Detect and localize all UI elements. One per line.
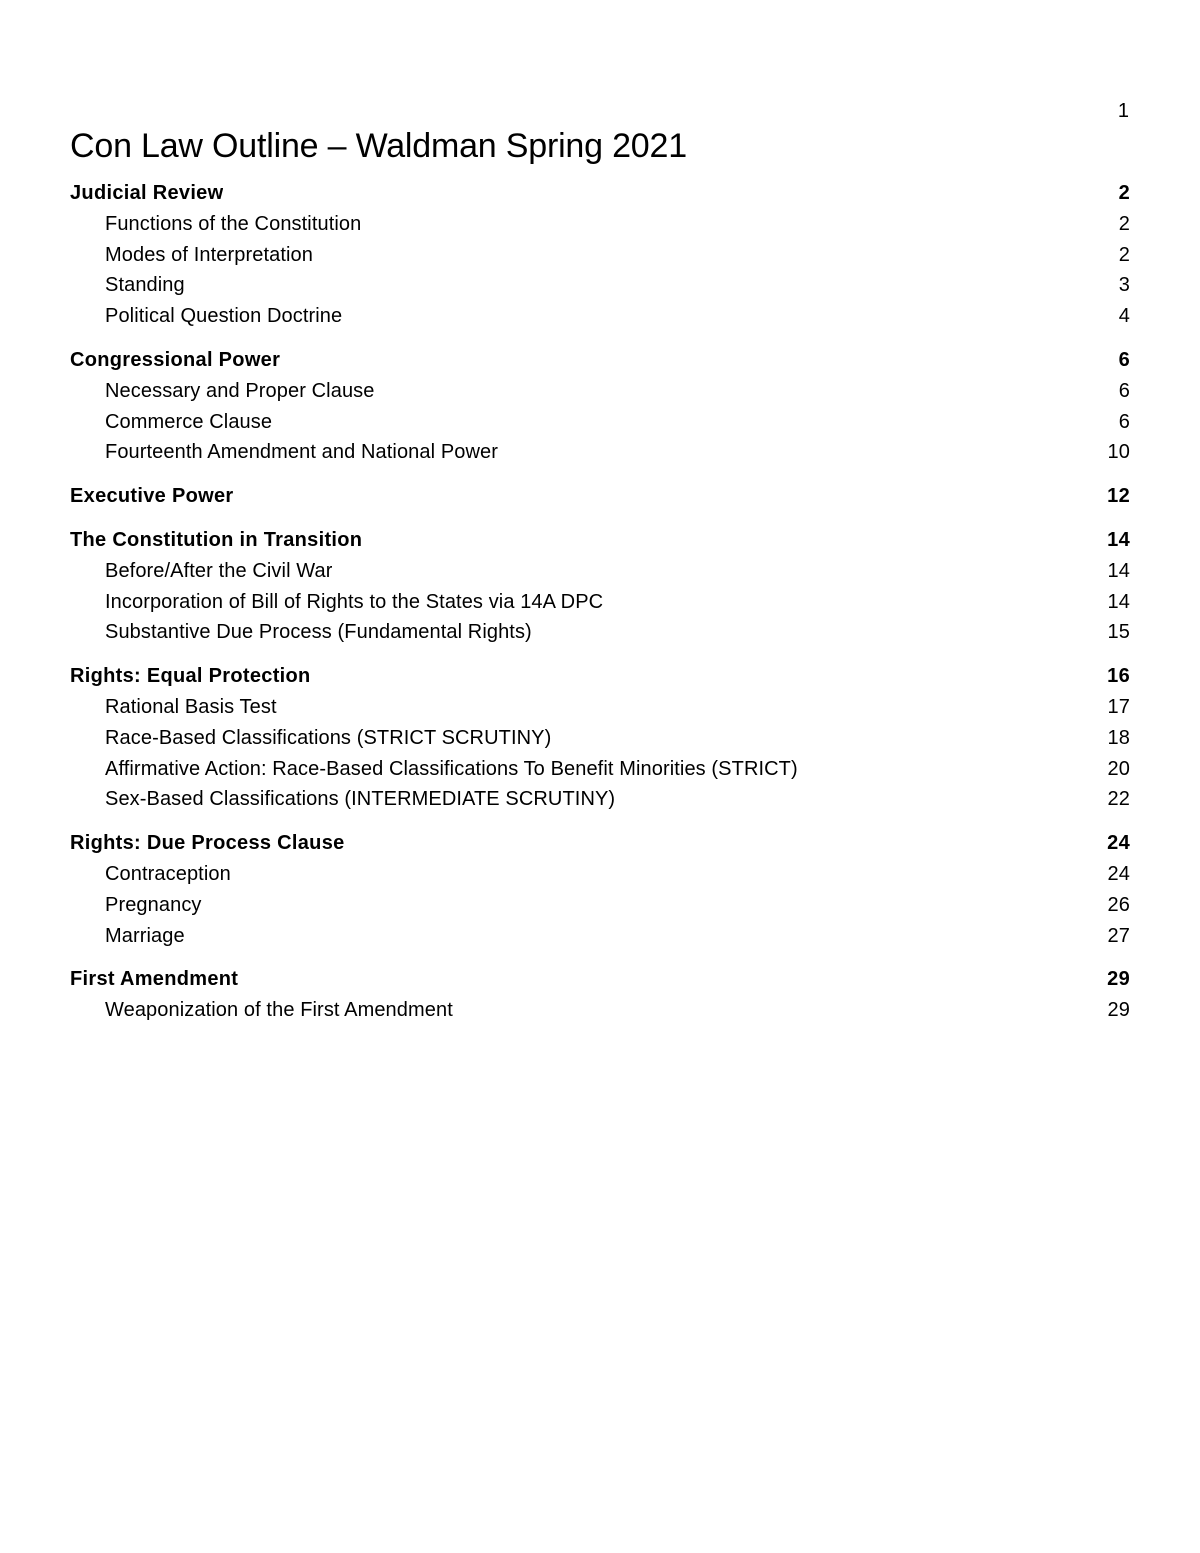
toc-heading-link[interactable] — [70, 345, 1130, 376]
toc-entry-link[interactable] — [70, 301, 1130, 332]
toc-heading-link[interactable] — [70, 178, 1130, 209]
toc-entry-link[interactable] — [70, 921, 1130, 952]
toc-entry-label: Substantive Due Process (Fundamental Rights) — [105, 621, 532, 644]
toc-entry-label: Necessary and Proper Clause — [105, 379, 375, 402]
toc-entry-label: Weaponization of the First Amendment — [105, 999, 453, 1022]
toc-entry-link[interactable] — [70, 587, 1130, 618]
toc-entry-page-number: 27 — [1107, 924, 1130, 947]
toc-heading-label: First Amendment — [70, 968, 239, 991]
toc-heading-page-number: 6 — [1118, 348, 1130, 371]
toc-heading-label: Rights: Due Process Clause — [70, 832, 345, 855]
toc-entry-link[interactable] — [70, 240, 1130, 271]
toc-heading-label: Congressional Power — [70, 348, 281, 371]
toc-heading-label: The Constitution in Transition — [70, 528, 363, 551]
toc-entry-page-number: 14 — [1107, 559, 1130, 582]
toc-entry-page-number: 22 — [1107, 788, 1130, 811]
toc-entry-link[interactable] — [70, 995, 1130, 1026]
toc-entry-page-number: 24 — [1107, 862, 1130, 885]
toc-entry-link[interactable] — [70, 556, 1130, 587]
toc-entry-link[interactable] — [70, 617, 1130, 648]
toc-heading-link[interactable] — [70, 525, 1130, 556]
toc-entry-label: Incorporation of Bill of Rights to the States via 14A DPC — [105, 590, 604, 613]
toc-entry-page-number: 10 — [1107, 441, 1130, 464]
toc-entry-link[interactable] — [70, 692, 1130, 723]
toc-entry-label: Functions of the Constitution — [105, 212, 362, 235]
toc-heading-page-number: 16 — [1107, 665, 1130, 688]
toc-entry-link[interactable] — [70, 723, 1130, 754]
toc-heading-label: Executive Power — [70, 485, 234, 508]
toc-entry-label: Marriage — [105, 924, 185, 947]
toc-entry-link[interactable] — [70, 859, 1130, 890]
toc-entry-page-number: 20 — [1107, 757, 1130, 780]
toc-heading-link[interactable] — [70, 828, 1130, 859]
toc-entry-label: Contraception — [105, 862, 231, 885]
toc-entry-label: Race-Based Classifications (STRICT SCRUTINY) — [105, 726, 552, 749]
toc-section — [70, 481, 1130, 512]
toc-entry-link[interactable] — [70, 754, 1130, 785]
toc-entry-page-number: 6 — [1118, 410, 1130, 433]
toc-entry-page-number: 4 — [1118, 305, 1130, 328]
toc-entry-link[interactable] — [70, 209, 1130, 240]
toc-section — [70, 828, 1130, 951]
toc-entry-page-number: 17 — [1107, 695, 1130, 718]
toc-entry-label: Commerce Clause — [105, 410, 273, 433]
toc-heading-page-number: 24 — [1107, 832, 1130, 855]
toc-entry-page-number: 18 — [1107, 726, 1130, 749]
toc-entry-label: Rational Basis Test — [105, 695, 277, 718]
toc-heading-label: Judicial Review — [70, 182, 224, 204]
toc-entry-label: Sex-Based Classifications (INTERMEDIATE SCRUTINY) — [105, 788, 616, 811]
toc-entry-page-number: 14 — [1107, 590, 1130, 613]
toc-entry-link[interactable] — [70, 784, 1130, 815]
toc-entry-link[interactable] — [70, 270, 1130, 301]
toc-entry-link[interactable] — [70, 407, 1130, 438]
toc-entry-label: Before/After the Civil War — [105, 559, 333, 582]
toc-entry-page-number: 3 — [1118, 274, 1130, 297]
toc-entry-page-number: 26 — [1107, 893, 1130, 916]
toc-heading-page-number: 12 — [1107, 485, 1130, 508]
toc-entry-link[interactable] — [70, 890, 1130, 921]
page-number: 1 — [1117, 100, 1129, 122]
toc-entry-page-number: 2 — [1118, 243, 1130, 266]
toc-entry-page-number: 6 — [1118, 379, 1130, 402]
toc-entry-label: Modes of Interpretation — [105, 243, 313, 266]
toc-entry-label: Fourteenth Amendment and National Power — [105, 441, 499, 464]
toc-section — [70, 661, 1130, 815]
toc-heading-link[interactable] — [70, 661, 1130, 692]
toc-entry-label: Political Question Doctrine — [105, 305, 343, 328]
toc-entry-link[interactable] — [70, 376, 1130, 407]
toc-heading-page-number: 29 — [1107, 968, 1130, 991]
table-of-contents — [70, 178, 1130, 1039]
toc-entry-page-number: 15 — [1107, 621, 1130, 644]
toc-heading-link[interactable] — [70, 481, 1130, 512]
toc-entry-page-number: 2 — [1118, 212, 1130, 235]
toc-entry-label: Pregnancy — [105, 893, 202, 916]
document-title: Con Law Outline – Waldman Spring 2021 — [70, 127, 687, 165]
toc-heading-page-number: 2 — [1118, 182, 1130, 204]
toc-section — [70, 525, 1130, 648]
toc-heading-page-number: 14 — [1107, 528, 1130, 551]
toc-entry-label: Affirmative Action: Race-Based Classifications To Benefit Minorities (STRICT) — [105, 757, 798, 780]
toc-entry-label: Standing — [105, 274, 185, 297]
toc-section — [70, 345, 1130, 468]
toc-section — [70, 178, 1130, 332]
toc-heading-link[interactable] — [70, 964, 1130, 995]
toc-entry-page-number: 29 — [1107, 999, 1130, 1022]
toc-heading-label: Rights: Equal Protection — [70, 665, 311, 688]
toc-section — [70, 964, 1130, 1026]
toc-entry-link[interactable] — [70, 437, 1130, 468]
